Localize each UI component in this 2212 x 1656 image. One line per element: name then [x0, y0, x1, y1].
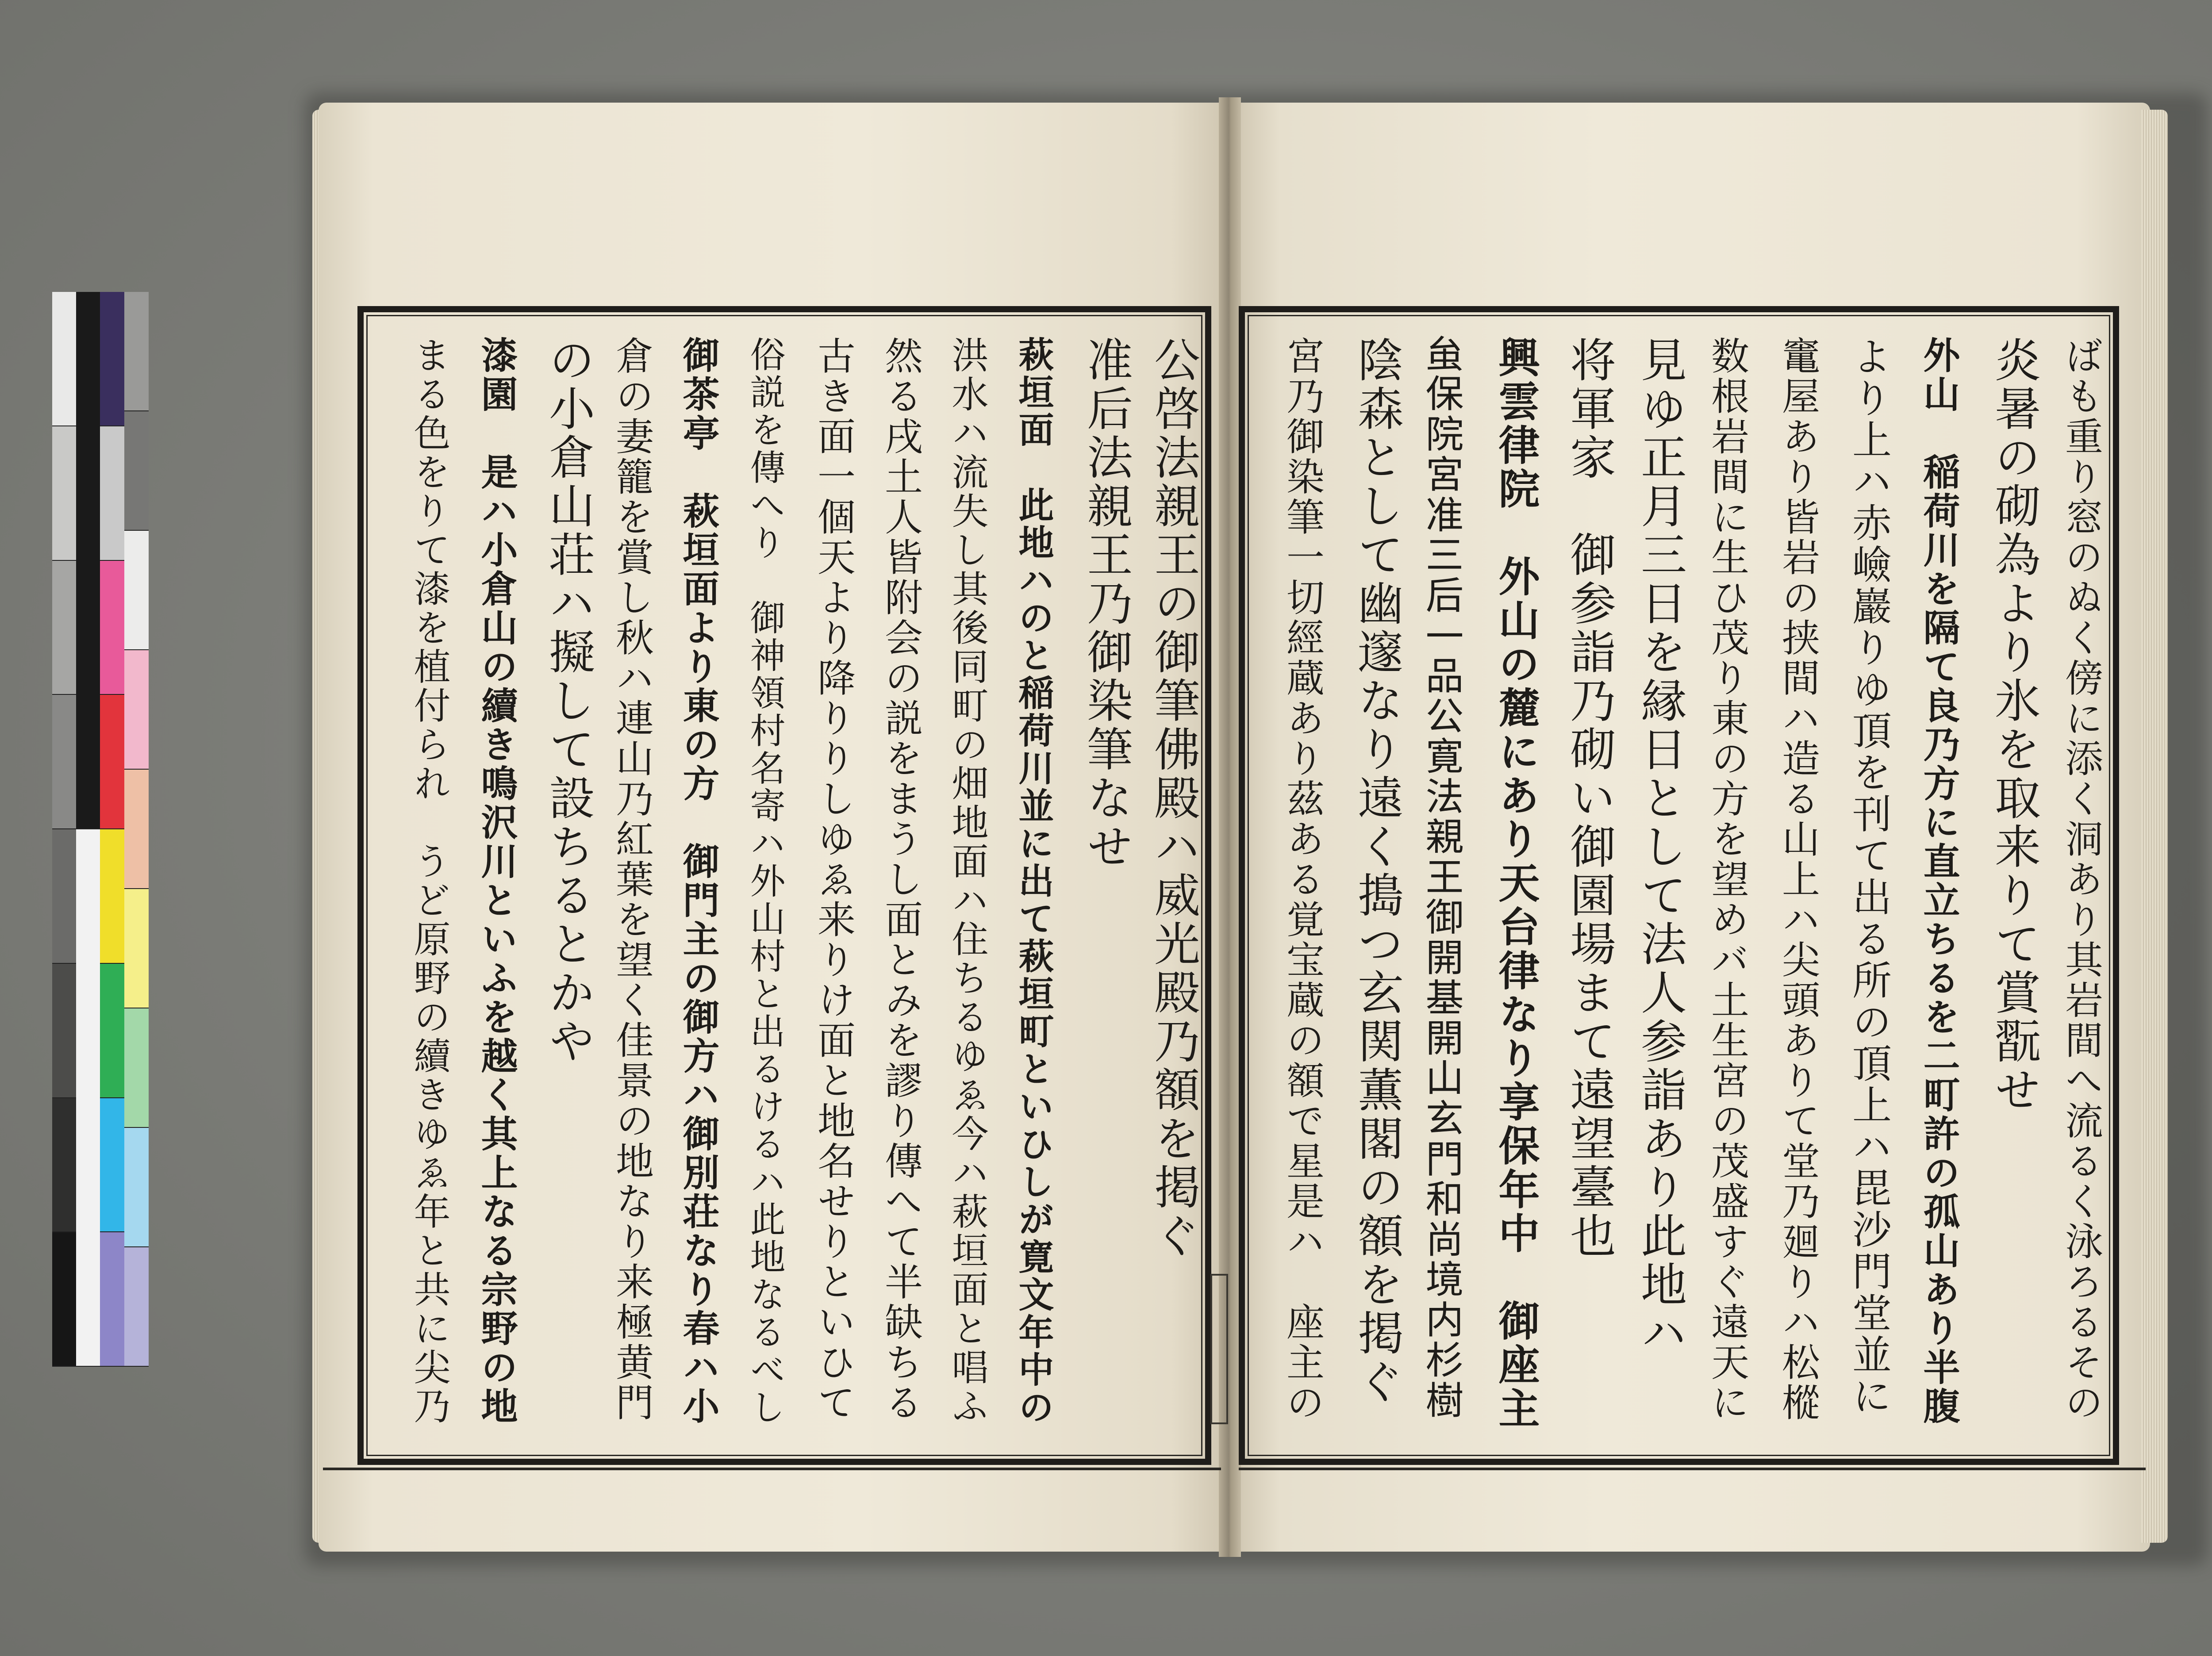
checker-patch: [52, 561, 76, 694]
checker-gray-column: [52, 292, 76, 1367]
checker-patch: [100, 829, 124, 963]
right-page-edges: [2141, 110, 2168, 1543]
checker-patch: [76, 829, 100, 1366]
text-column: 見ゆ正月三日を縁日として法人参詣あり此地ハ: [1633, 336, 1687, 1358]
text-column: 准后法親王乃御染筆なせ: [1079, 336, 1133, 871]
checker-patch: [76, 292, 100, 828]
color-checker-strip: [52, 292, 149, 1367]
checker-color-column: [100, 292, 124, 1367]
text-column: 数根岩間に生ひ茂り東の方を望めバ土生宮の茂盛すぐ遠天に: [1705, 336, 1749, 1423]
text-column: 俗説を傳へり 御神領村名寄ハ外山村と出るけるハ此地なるべし: [744, 336, 785, 1426]
left-bottom-rule: [323, 1468, 1221, 1470]
text-column: 外山 稲荷川を隔て良乃方に直立ちるを二町許の孤山あり半腹: [1917, 336, 1960, 1426]
gutter-page-mark: [1210, 1274, 1228, 1424]
text-column: 宮乃御染筆一切經蔵あり茲ある覚宝蔵の額で星是ハ 座主の: [1280, 336, 1324, 1423]
right-bottom-rule: [1239, 1468, 2146, 1470]
text-column: 公啓法親王の御筆佛殿ハ威光殿乃額を掲ぐ: [1146, 336, 1200, 1261]
checker-patch: [100, 1232, 124, 1366]
checker-patch: [100, 292, 124, 426]
text-column: 漆園 是ハ小倉山の續き鳴沢川といふを越く其上なる宗野の地: [475, 336, 518, 1426]
checker-patch: [124, 889, 149, 1008]
checker-patch: [52, 1232, 76, 1366]
text-column: 将軍家 御参詣乃砌い御園場まて遠望臺也: [1562, 336, 1616, 1261]
checker-patch: [52, 1098, 76, 1232]
text-column: 興雲律院 外山の麓にあり天台律なり享保年中 御座主: [1492, 336, 1540, 1431]
checker-patch: [100, 964, 124, 1097]
checker-patch: [100, 695, 124, 828]
text-column: 萩垣面 此地ハのと稲荷川並に出て萩垣町といひしが寛文年中の: [1013, 336, 1054, 1426]
text-column: 𧈧保院宮准三后一品公寛法親王御開基開山玄門和尚境内杉樹: [1421, 336, 1466, 1423]
checker-pastel-column: [124, 292, 149, 1367]
checker-bw-column: [76, 292, 100, 1367]
checker-patch: [52, 829, 76, 963]
checker-patch: [124, 650, 149, 769]
text-column: 炎暑の砌為より氷を取来りて賞翫せ: [1987, 336, 2041, 1115]
text-column: 竃屋あり皆岩の挟間ハ造る山上ハ尖頭ありて堂乃廻りハ松樅: [1775, 336, 1820, 1423]
checker-patch: [124, 1247, 149, 1366]
text-column: 御茶亭 萩垣面より東の方 御門主の御方ハ御別荘なり春ハ小: [676, 336, 720, 1426]
checker-patch: [100, 1098, 124, 1232]
text-column: 倉の妻籠を賞し秋ハ連山乃紅葉を望く佳景の地なり来極黄門: [609, 336, 653, 1423]
text-column: ばも重り窓のぬく傍に添く洞あり其岩間へ流るく泳ろるその: [2058, 336, 2103, 1423]
checker-patch: [100, 561, 124, 694]
checker-patch: [52, 695, 76, 828]
text-column: まる色をりて漆を植付られ うど原野の續きゆゑ年と共に尖乃: [407, 336, 450, 1426]
checker-patch: [100, 426, 124, 560]
checker-patch: [124, 1128, 149, 1246]
checker-patch: [124, 411, 149, 530]
checker-patch: [52, 426, 76, 560]
text-column: 陰森として幽邃なり遠く搗つ玄関薫閣の額を掲ぐ: [1350, 336, 1404, 1407]
checker-patch: [52, 292, 76, 426]
text-column: より上ハ赤嶮巖りゆ頂を刊て出る所の頂上ハ毘沙門堂並に: [1846, 336, 1892, 1417]
checker-patch: [124, 292, 149, 410]
checker-patch: [124, 770, 149, 888]
checker-patch: [52, 964, 76, 1097]
checker-patch: [124, 531, 149, 649]
text-column: 然る戌土人皆附会の説をまうし面とみを謬り傳へて半缺ちる: [878, 336, 922, 1423]
text-column: 古き面一個天より降りりしゆゑ来りけ面と地名せりといひて: [811, 336, 855, 1423]
checker-patch: [124, 1008, 149, 1127]
text-column: 洪水ハ流失し其後同町の畑地面ハ住ちるゆゑ今ハ萩垣面と唱ふ: [945, 336, 988, 1426]
text-column: の小倉山荘ハ擬して設ちるとかや: [541, 336, 595, 1066]
